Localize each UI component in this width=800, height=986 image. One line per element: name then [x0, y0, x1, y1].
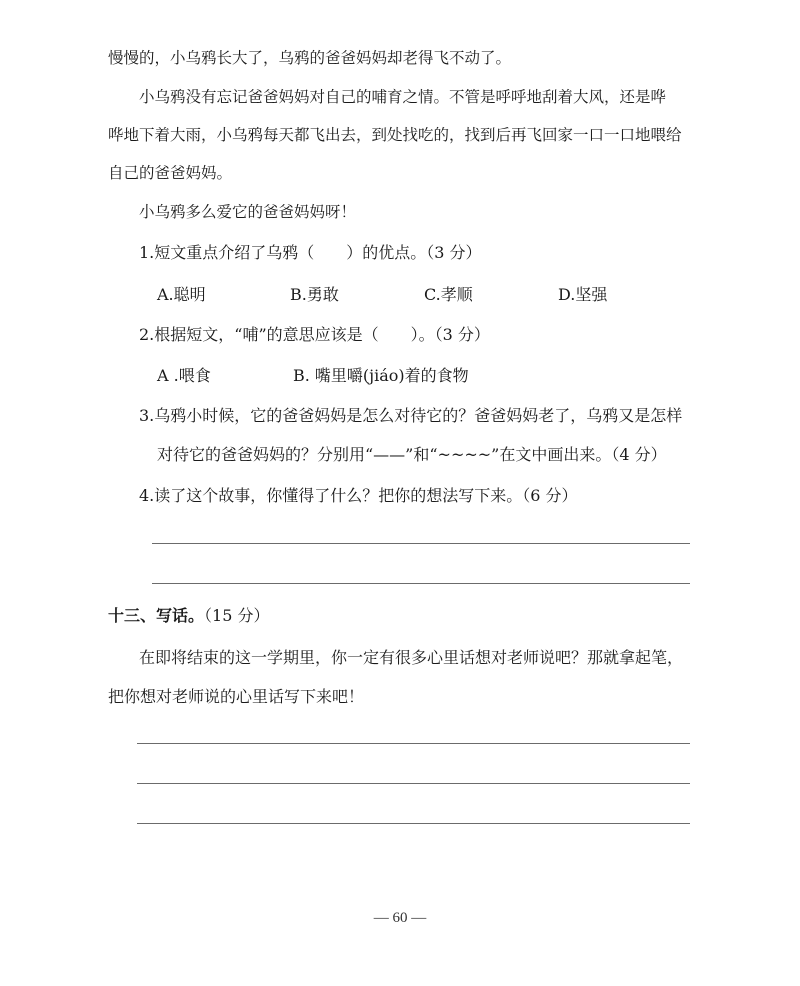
question-3: 3.乌鸦小时候，它的爸爸妈妈是怎么对待它的？爸爸妈妈老了，乌鸦又是怎样	[139, 406, 683, 425]
q2-option-a: A .喂食	[157, 366, 211, 385]
passage-line: 慢慢的，小乌鸦长大了，乌鸦的爸爸妈妈却老得飞不动了。	[108, 49, 512, 67]
section-13-prompt-cont: 把你想对老师说的心里话写下来吧！	[108, 687, 365, 706]
q1-option-b: B.勇敢	[290, 285, 339, 304]
section-13-score: （15 分）	[204, 606, 270, 625]
passage-line: 哗地下着大雨，小乌鸦每天都飞出去，到处找吃的，找到后再飞回家一口一口地喂给	[108, 126, 682, 144]
question-3-cont: 对待它的爸爸妈妈的？分别用“——”和“~~~~”在文中画出来。（4 分）	[157, 445, 667, 464]
q1-option-a: A.聪明	[157, 285, 206, 304]
section-13-heading	[108, 605, 269, 627]
question-4: 4.读了这个故事，你懂得了什么？把你的想法写下来。（6 分）	[139, 486, 578, 505]
q1-option-c: C.孝顺	[424, 285, 473, 304]
writing-line[interactable]	[137, 743, 690, 744]
q1-option-d: D.坚强	[558, 285, 608, 304]
writing-line[interactable]	[137, 823, 690, 824]
question-2: 2.根据短文，“哺”的意思应该是（ ）。（3 分）	[139, 325, 490, 344]
passage-line: 小乌鸦没有忘记爸爸妈妈对自己的哺育之情。不管是呼呼地刮着大风，还是哗	[139, 88, 667, 106]
q2-option-b: B. 嘴里嚼(jiáo)着的食物	[293, 366, 469, 385]
writing-line[interactable]	[137, 783, 690, 784]
page-number: — 60 —	[373, 910, 427, 926]
passage-line: 自己的爸爸妈妈。	[108, 164, 233, 182]
question-1: 1.短文重点介绍了乌鸦（ ）的优点。（3 分）	[139, 243, 482, 262]
passage-line: 小乌鸦多么爱它的爸爸妈妈呀！	[139, 203, 357, 221]
answer-line[interactable]	[152, 543, 690, 544]
section-13-title: 十三、写话。	[108, 606, 205, 625]
section-13-prompt: 在即将结束的这一学期里，你一定有很多心里话想对老师说吧？那就拿起笔，	[139, 648, 684, 667]
answer-line[interactable]	[152, 583, 690, 584]
